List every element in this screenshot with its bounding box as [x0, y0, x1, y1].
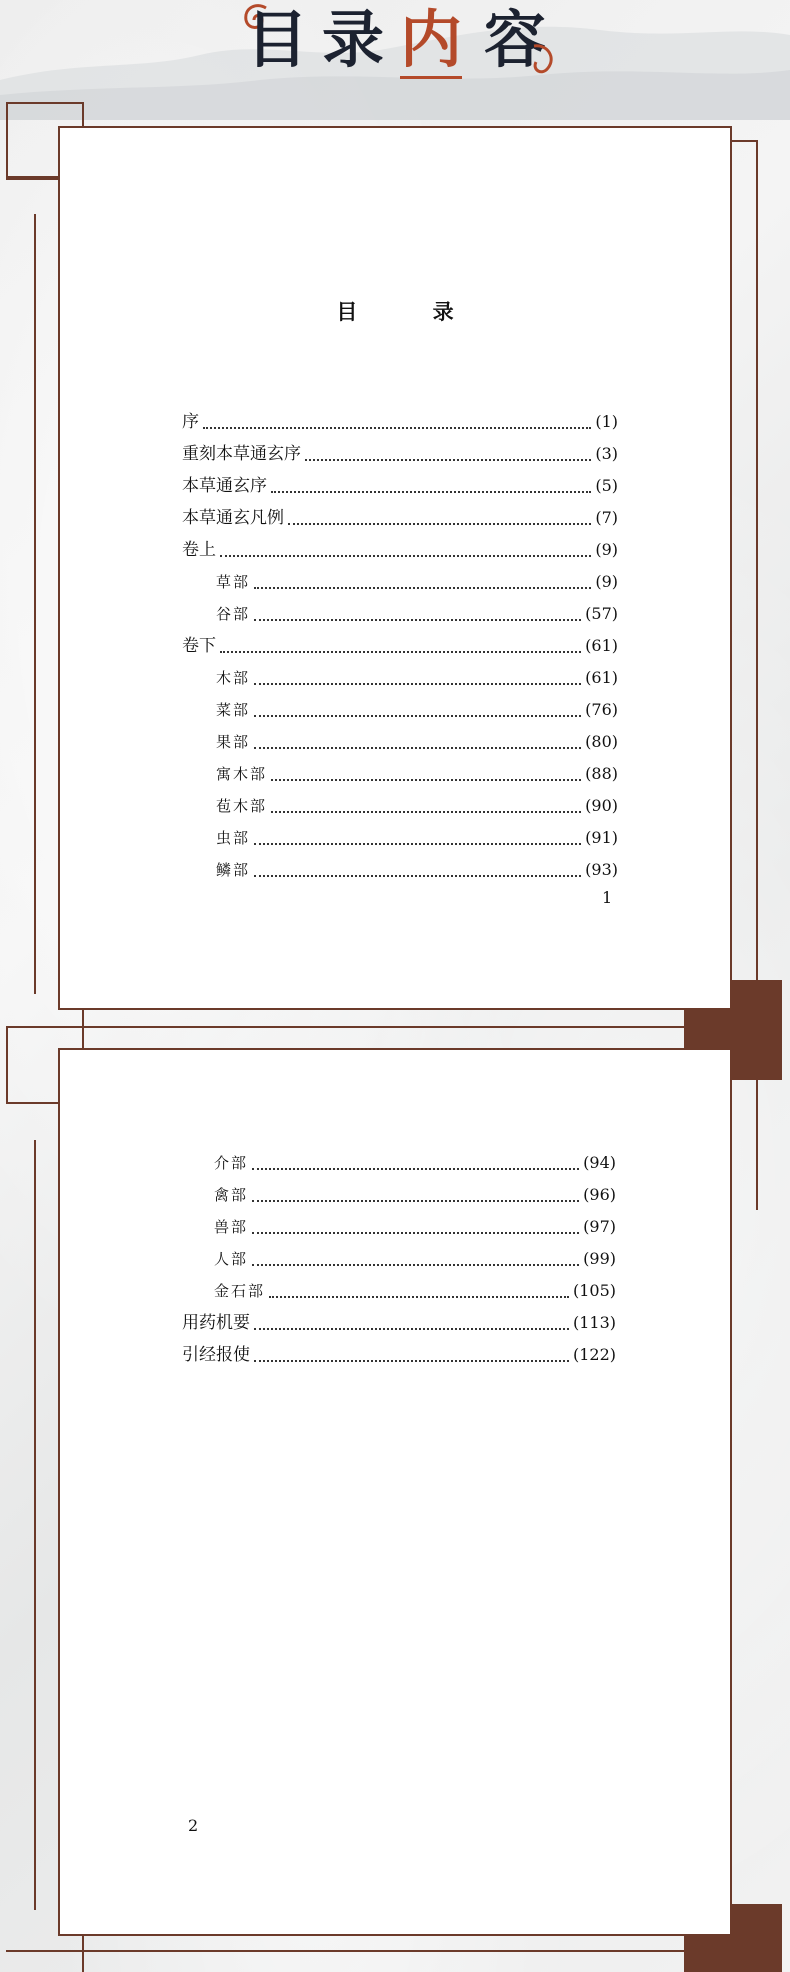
accent-underline — [400, 76, 462, 79]
toc-entry-page: (96) — [583, 1185, 616, 1204]
toc-entry-page: (3) — [595, 444, 618, 463]
frame-mid-connector — [82, 1010, 84, 1050]
swirl-ornament-right-icon — [530, 40, 560, 80]
toc-entry-page: (91) — [585, 828, 618, 847]
toc-entry — [216, 571, 618, 593]
dot-leader — [254, 1348, 569, 1362]
toc-entry — [182, 1312, 616, 1334]
toc-entry — [214, 1184, 616, 1206]
dot-leader — [252, 1156, 579, 1170]
toc-entry-page: (61) — [585, 636, 618, 655]
frame-right-top — [730, 140, 758, 142]
frame-mid-line — [6, 1026, 692, 1028]
toc-entry-label: 兽部 — [214, 1218, 249, 1236]
toc-entry-page: (97) — [583, 1217, 616, 1236]
header-banner — [0, 0, 790, 90]
toc-entry — [216, 667, 618, 689]
dot-leader — [254, 575, 591, 589]
toc-entry-label: 禽部 — [214, 1186, 249, 1204]
frame-bottom-connector — [82, 1934, 84, 1972]
toc-entry — [182, 475, 618, 497]
frame-top-line — [6, 102, 82, 104]
toc-entry-label: 草部 — [216, 573, 251, 591]
dot-leader — [254, 671, 581, 685]
toc-entry — [214, 1280, 616, 1302]
dot-leader — [271, 767, 581, 781]
corner-frame-mid-left — [6, 1026, 60, 1104]
frame-left-vertical — [34, 214, 36, 994]
toc-entry — [214, 1152, 616, 1174]
toc-entry — [214, 1216, 616, 1238]
dot-leader — [254, 1316, 569, 1330]
toc-entry-page: (61) — [585, 668, 618, 687]
toc-entry-label: 木部 — [216, 669, 251, 687]
toc-entry — [214, 1248, 616, 1270]
toc-entry-label: 序 — [182, 412, 199, 432]
toc-page-1 — [58, 126, 732, 1010]
dot-leader — [254, 703, 581, 717]
toc-entry-label: 菜部 — [216, 701, 251, 719]
toc-entry — [216, 827, 618, 849]
toc-entry-page: (94) — [583, 1153, 616, 1172]
toc-entry — [182, 635, 618, 657]
banner-char-2: 录 — [322, 3, 385, 76]
toc-entry — [182, 507, 618, 529]
toc-entry-page: (90) — [585, 796, 618, 815]
toc-entry-page: (93) — [585, 860, 618, 879]
toc-entry — [182, 443, 618, 465]
toc-entry — [216, 699, 618, 721]
toc-entry-page: (88) — [585, 764, 618, 783]
toc-entry-label: 本草通玄凡例 — [182, 508, 284, 528]
page-number: 1 — [602, 888, 613, 907]
dot-leader — [269, 1284, 569, 1298]
dot-leader — [220, 543, 591, 557]
toc-entry-label: 卷上 — [182, 540, 216, 560]
dot-leader — [252, 1188, 579, 1202]
toc-entry-label: 用药机要 — [182, 1313, 250, 1333]
dot-leader — [305, 447, 591, 461]
toc-entry — [216, 859, 618, 881]
toc-entry-page: (99) — [583, 1249, 616, 1268]
toc-entry — [182, 411, 618, 433]
toc-entry-label: 鳞部 — [216, 861, 251, 879]
dot-leader — [254, 831, 581, 845]
toc-entry-page: (7) — [595, 508, 618, 527]
toc-entry-page: (9) — [595, 540, 618, 559]
toc-entry-label: 苞木部 — [216, 797, 268, 815]
toc-entry-label: 金石部 — [214, 1282, 266, 1300]
toc-entry-label: 果部 — [216, 733, 251, 751]
toc-entry-label: 人部 — [214, 1250, 249, 1268]
toc-entry-label: 谷部 — [216, 605, 251, 623]
toc-entry-page: (9) — [595, 572, 618, 591]
dot-leader — [252, 1220, 579, 1234]
page-number: 2 — [188, 1816, 199, 1835]
toc-entry-page: (80) — [585, 732, 618, 751]
toc-entry — [216, 603, 618, 625]
dot-leader — [220, 639, 581, 653]
dot-leader — [271, 479, 591, 493]
toc-entry-label: 卷下 — [182, 636, 216, 656]
dot-leader — [288, 511, 591, 525]
toc-page-2 — [58, 1048, 732, 1936]
dot-leader — [252, 1252, 579, 1266]
frame-left-bottom — [6, 176, 58, 178]
toc-entry-page: (1) — [595, 412, 618, 431]
dot-leader — [271, 799, 581, 813]
toc-entry-label: 介部 — [214, 1154, 249, 1172]
toc-entry-page: (105) — [572, 1281, 616, 1300]
toc-entry-label: 寓木部 — [216, 765, 268, 783]
toc-entry — [216, 795, 618, 817]
toc-entry — [216, 731, 618, 753]
toc-entry-page: (5) — [595, 476, 618, 495]
dot-leader — [254, 863, 581, 877]
banner-char-1: 目 — [246, 3, 309, 76]
page-title: 目 录 — [336, 300, 488, 324]
dot-leader — [254, 735, 581, 749]
toc-entry-page: (57) — [585, 604, 618, 623]
dot-leader — [203, 415, 591, 429]
toc-entry — [182, 539, 618, 561]
toc-entry-page: (113) — [572, 1313, 616, 1332]
banner-char-3: 内 — [400, 3, 463, 76]
toc-entry-label: 引经报使 — [182, 1345, 250, 1365]
toc-entry-page: (76) — [585, 700, 618, 719]
frame-left-vertical-2 — [34, 1140, 36, 1910]
toc-entry-label: 重刻本草通玄序 — [182, 444, 301, 464]
toc-entry — [216, 763, 618, 785]
banner-char-4: 容 — [484, 3, 547, 76]
toc-entry-label: 本草通玄序 — [182, 476, 267, 496]
toc-entry — [182, 1344, 616, 1366]
toc-entry-label: 虫部 — [216, 829, 251, 847]
frame-bottom-line — [6, 1950, 692, 1952]
toc-entry-page: (122) — [572, 1345, 616, 1364]
dot-leader — [254, 607, 581, 621]
